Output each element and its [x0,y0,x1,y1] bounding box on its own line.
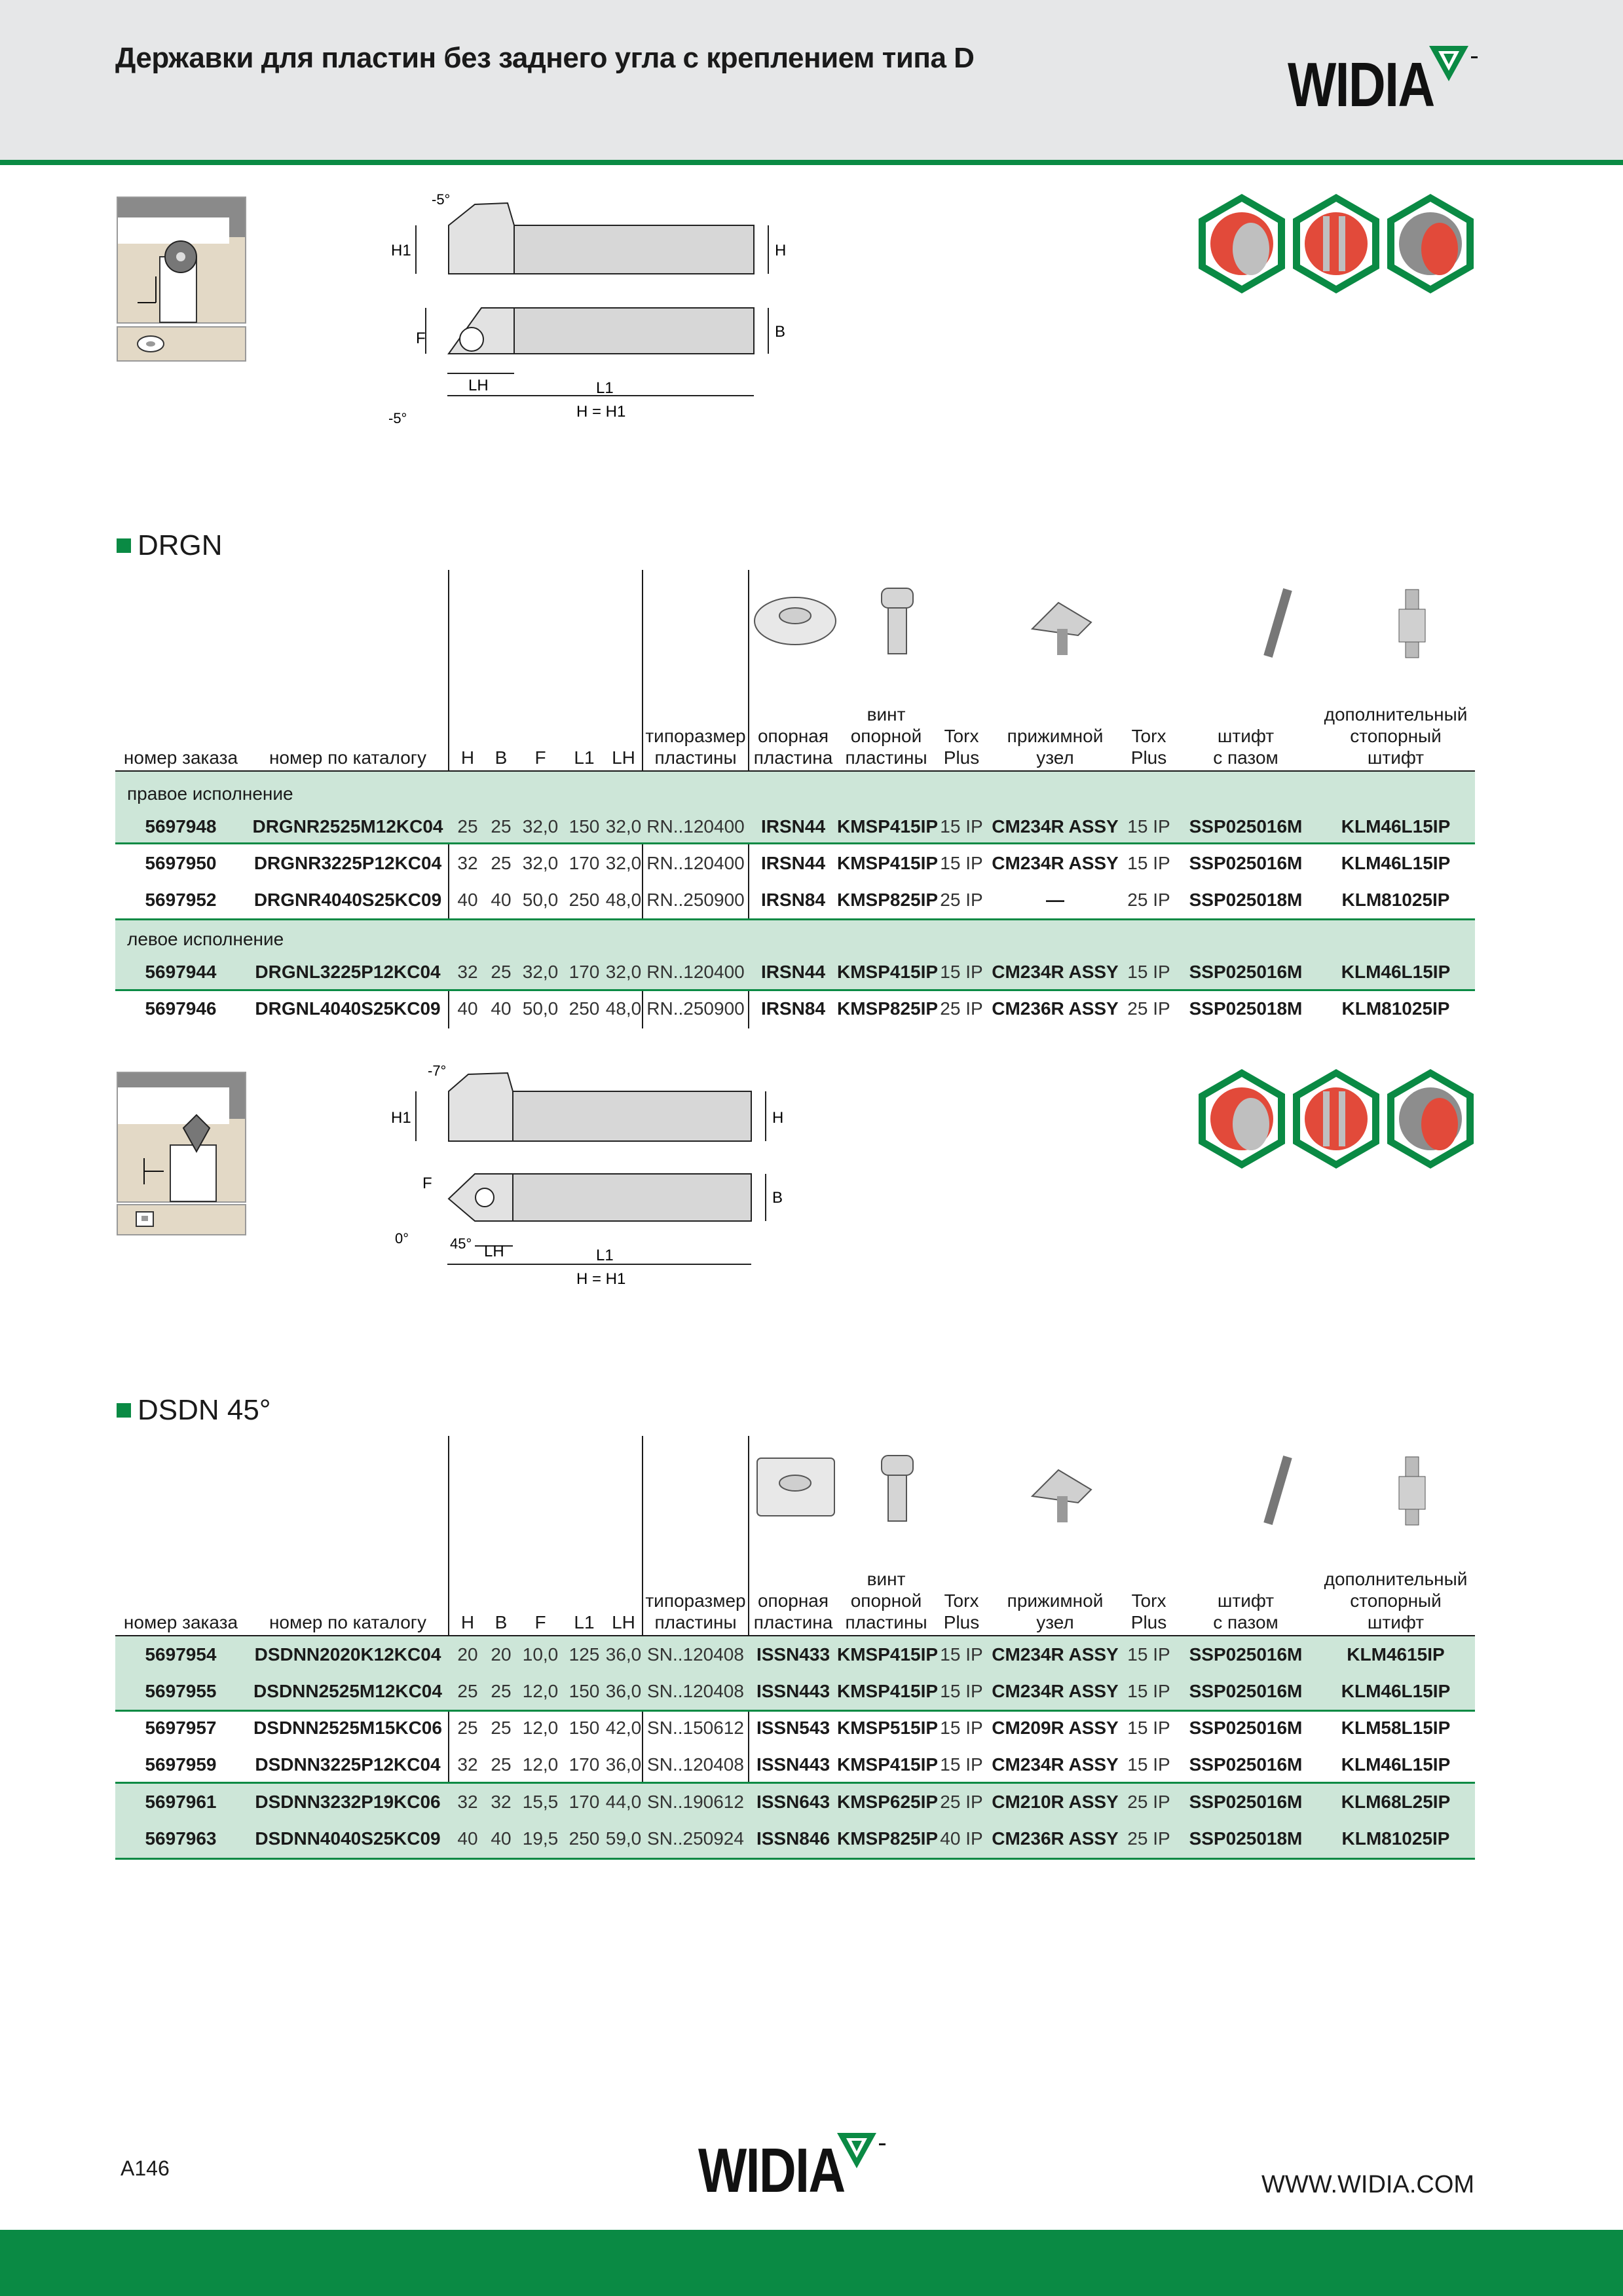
table-row: 5697963 DSDNN4040S25KC09 40 40 19,5 250 59,0 SN..250924 ISSN846 KMSP825IP 40 IP CM236R ASSY 25 IP SSP025018M KLM81025IP [145,1828,1450,1849]
component-icons-row [751,1450,1475,1529]
dim-hh1-label: H = H1 [576,403,626,421]
col-torx2: Torx Plus [1130,1590,1167,1632]
widia-logo: WIDIA [1288,50,1434,120]
table-row: 5697944 DRGNL3225P12KC04 32 25 32,0 170 32,0 RN..120400 IRSN44 KMSP415IP 15 IP CM234R ASSY 15 IP SSP025016M KLM46L15IP [145,962,1451,982]
slotted-pin-icon [1268,1457,1288,1524]
dim-H1-label: H1 [391,242,411,259]
dim-H1-label: H1 [391,1109,411,1127]
col-F: F [534,747,546,768]
dim-H-label: H [775,242,787,259]
dim-B-label: B [775,323,786,341]
application-hex-icons [1196,1068,1478,1170]
stop-pin-icon [1399,590,1425,658]
page-title: Державки для пластин без заднего угла с креплением типа D [115,42,975,74]
col-LH: LH [612,1612,635,1632]
dim-B-label: B [772,1189,783,1207]
footer-widia-logo: WIDIA [698,2136,845,2206]
footer-bar [0,2230,1623,2296]
angle-bottom-label: -5° [388,410,407,426]
stop-pin-icon [1399,1457,1425,1525]
section-title-dsdn: DSDN 45° [117,1394,270,1427]
col-B: B [494,1612,508,1632]
widia-logo-mark-icon [1428,43,1480,85]
header-rule [0,160,1623,165]
tool-drawing-dsdn [377,1061,783,1294]
col-torx1: Torx Plus [943,726,980,768]
col-H: H [460,747,475,768]
table-row: 5697950 DRGNR3225P12KC04 32 25 32,0 170 32,0 RN..120400 IRSN44 KMSP415IP 15 IP CM234R ASSY 15 IP SSP025016M KLM46L15IP [145,853,1451,873]
drgn-table [115,570,1475,1028]
clamp-assembly-icon [1032,1470,1091,1522]
table-row: 5697955 DSDNN2525M12KC04 25 25 12,0 150 36,0 SN..120408 ISSN443 KMSP415IP 15 IP CM234R ASSY 15 IP SSP025016M KLM46L15IP [145,1681,1451,1701]
dim-LH-label: LH [468,377,489,394]
component-icons-row [751,583,1475,662]
seat-square-icon [757,1458,834,1516]
table-row: 5697946 DRGNL4040S25KC09 40 40 50,0 250 48,0 RN..250900 IRSN84 KMSP825IP 25 IP CM236R ASSY 25 IP SSP025018M KLM81025IP [145,998,1450,1019]
col-screw: винт опорной пластины [845,1569,927,1632]
col-order-no: номер заказа [123,1612,238,1632]
dim-hh1-label: H = H1 [576,1270,626,1288]
table-row: 5697957 DSDNN2525M15KC06 25 25 12,0 150 42,0 SN..150612 ISSN543 KMSP515IP 15 IP CM209R ASSY 15 IP SSP025016M KLM58L15IP [145,1718,1451,1738]
col-seat: опорная пластина [753,726,833,768]
col-order-no: номер заказа [123,747,238,768]
insert-thumbnail-drgn [117,326,246,362]
setup-thumbnail-drgn [117,197,246,324]
col-seat: опорная пластина [753,1590,833,1632]
col-insert-size: типоразмер пластины [645,1590,746,1632]
col-H: H [460,1612,475,1632]
table-row: 5697948 DRGNR2525M12KC04 25 25 32,0 150 32,0 RN..120400 IRSN44 KMSP415IP 15 IP CM234R ASSY 15 IP SSP025016M KLM46L15IP [145,816,1451,837]
col-extra-pin: дополнительный стопорный штифт [1324,704,1468,768]
col-pin: штифт с пазом [1213,1590,1278,1632]
table-row: 5697959 DSDNN3225P12KC04 32 25 12,0 170 36,0 SN..120408 ISSN443 KMSP415IP 15 IP CM234R ASSY 15 IP SSP025016M KLM46L15IP [145,1754,1451,1775]
angle-side-label: 45° [450,1235,472,1252]
table-row: 5697961 DSDNN3232P19KC06 32 32 15,5 170 44,0 SN..190612 ISSN643 KMSP625IP 25 IP CM210R ASSY 25 IP SSP025016M KLM68L25IP [145,1792,1451,1812]
col-L1: L1 [574,747,595,768]
col-catalog-no: номер по каталогу [269,747,427,768]
setup-thumbnail-dsdn [117,1072,246,1203]
footer-url[interactable]: WWW.WIDIA.COM [1261,2171,1475,2198]
col-B: B [494,747,508,768]
page-number: A146 [121,2156,170,2180]
col-LH: LH [612,747,635,768]
dsdn-table [115,1436,1475,1855]
dim-H-label: H [772,1109,784,1127]
insert-thumbnail-dsdn [117,1204,246,1235]
screw-icon [882,588,913,654]
clamp-assembly-icon [1032,603,1091,655]
col-torx2: Torx Plus [1130,726,1167,768]
dim-L1-label: L1 [596,1247,614,1264]
angle-top-label: -5° [432,191,451,208]
col-screw: винт опорной пластины [845,704,927,768]
tool-drawing-drgn [377,190,787,432]
table-row: 5697954 DSDNN2020K12KC04 20 20 10,0 125 36,0 SN..120408 ISSN433 KMSP415IP 15 IP CM234R ASSY 15 IP SSP025016M KLM4615IP [145,1644,1445,1665]
col-clamp: прижимной узел [1007,1590,1104,1632]
col-clamp: прижимной узел [1007,726,1104,768]
screw-icon [882,1456,913,1521]
dim-LH-label: LH [484,1243,504,1260]
col-F: F [534,1612,546,1632]
angle-bottom-label: 0° [395,1230,409,1247]
footer-logo-mark-icon [836,2130,888,2172]
dim-F-label: F [416,329,426,347]
seat-washer-icon [755,597,836,645]
dim-F-label: F [422,1175,432,1192]
col-insert-size: типоразмер пластины [645,726,746,768]
group-label-right: правое исполнение [127,783,293,804]
col-catalog-no: номер по каталогу [269,1612,427,1632]
col-extra-pin: дополнительный стопорный штифт [1324,1569,1468,1632]
col-pin: штифт с пазом [1213,726,1278,768]
angle-top-label: -7° [428,1063,447,1079]
col-torx1: Torx Plus [943,1590,980,1632]
table-row: 5697952 DRGNR4040S25KC09 40 40 50,0 250 48,0 RN..250900 IRSN84 KMSP825IP 25 IP — 25 IP SSP025018M KLM81025IP [145,890,1450,910]
col-L1: L1 [574,1612,595,1632]
section-title-drgn: DRGN [117,529,223,562]
slotted-pin-icon [1268,590,1288,656]
application-hex-icons [1196,193,1478,295]
dim-L1-label: L1 [596,379,614,397]
group-label-left: левое исполнение [127,929,284,949]
